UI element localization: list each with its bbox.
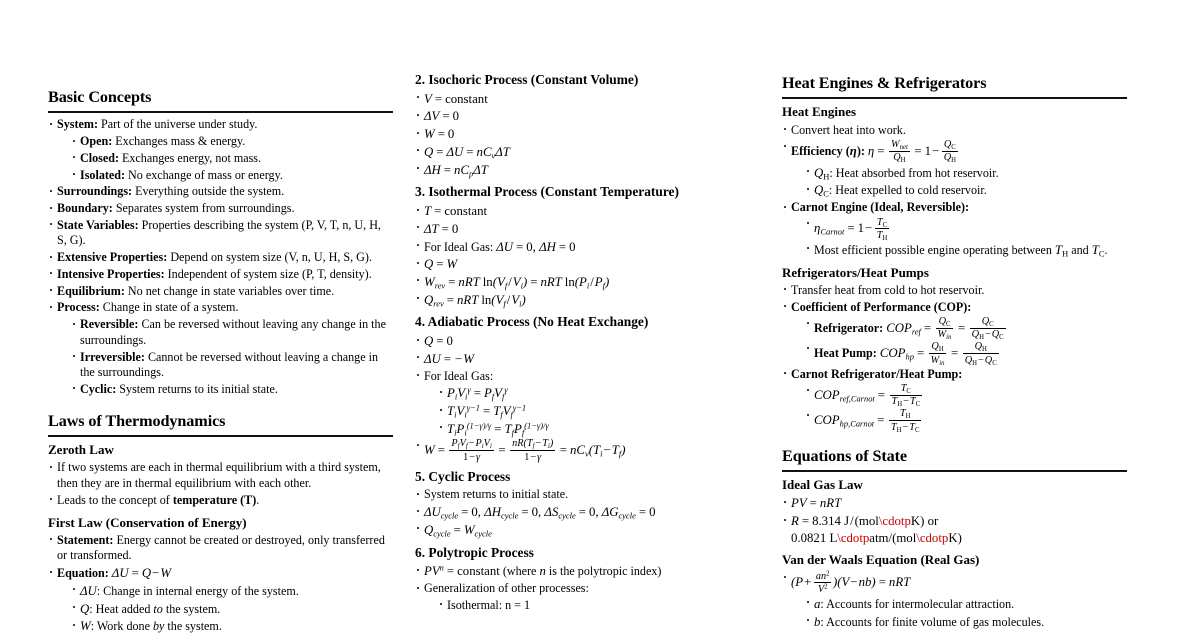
math-q-zero: Q = 0 [424, 334, 453, 349]
math-tv-gamma: $T_iV_i^{\gamma-1} = T_fV_f^{\gamma-1}$ [447, 402, 527, 420]
math-cycle-zeros: $\Delta U_{cycle} = 0$, $\Delta H_{cycle} = 0$, $\Delta S_{cycle} = 0$, $\Delta G_{cycle} = 0$ [424, 505, 656, 521]
heading-isothermal-process: 3. Isothermal Process (Constant Temperature) [415, 184, 679, 200]
list-item-vdw-a [805, 596, 1127, 613]
fraction-qh-win: $\frac{Q_H}{W_{in}}$ [930, 341, 945, 367]
text-zeroth-pre: Leads to the concept of [57, 492, 173, 507]
math-dh-ncpdt: $\Delta H = nC_p\Delta T$ [424, 162, 488, 178]
text-surroundings: Everything outside the system. [135, 184, 285, 199]
label-statement: Statement: [57, 532, 114, 547]
math-w-rev: $W_{rev}$ = nRT $\ln(V_f/V_i)$ = nRT $\ln(P_i/P_f)$ [424, 274, 610, 291]
math-van-der-waals: (P+ $\frac{an^2}{V^2}$ )(V−nb) = nRT [791, 570, 911, 595]
label-boundary: Boundary: [57, 201, 113, 216]
text-qh: : Heat absorbed from hot reservoir. [829, 165, 999, 180]
math-v-constant: V = constant [424, 91, 488, 106]
text-q-italic: to [153, 601, 163, 616]
heading-zeroth-law: Zeroth Law [48, 442, 114, 458]
list-item-isolated [71, 168, 393, 184]
list-item-isothermal-2 [415, 221, 760, 238]
list-item-cop-heat-pump [805, 341, 1127, 365]
math-cop-ref-carnot: $COP_{ref,Carnot}$ = $\frac{T_C}{T_H-T_C}$ [814, 383, 921, 409]
list-item-boundary [48, 201, 393, 217]
math-t-constant: T = constant [424, 204, 488, 219]
math-du-minus-w: ΔU = −W [424, 351, 474, 366]
list-item-adiabatic-tv-gamma [438, 403, 760, 420]
fraction-qc-qh-minus-qc: $\frac{Q_C}{Q_H-Q_C}$ [971, 316, 1004, 342]
list-item-adiabatic-pv-gamma [438, 385, 760, 402]
list-item-reversible [71, 317, 393, 348]
latex-error-cdotp-1: \cdotp [878, 514, 911, 529]
heading-first-law: First Law (Conservation of Energy) [48, 514, 247, 530]
text-cyclic: System returns to its initial state. [119, 381, 278, 396]
heading-basic-concepts: Basic Concepts [48, 88, 393, 113]
list-item-efficiency [782, 139, 1127, 199]
math-q-du-ncvdt: $Q = \Delta U = nC_v\Delta T$ [424, 144, 510, 161]
text-carnot-pre: Most efficient possible engine operating between [814, 242, 1055, 257]
label-extensive-properties: Extensive Properties: [57, 250, 168, 265]
text-polytropic-pre: (where [499, 564, 540, 579]
label-open: Open: [80, 134, 113, 149]
text-adiabatic-ideal-gas: For Ideal Gas: [424, 368, 494, 383]
label-efficiency: Efficiency (η): [791, 144, 865, 159]
list-item-isochoric-3 [415, 126, 760, 143]
fraction-qh-qh-minus-qc: $\frac{Q_H}{Q_H-Q_C}$ [964, 341, 997, 367]
heading-equations-of-state: Equations of State [782, 447, 1127, 472]
adiabatic-sublist [424, 385, 760, 437]
list-item-eta-carnot [805, 217, 1127, 241]
math-ideal-gas-du-dh: ΔU = 0, ΔH = 0 [496, 239, 576, 254]
system-sublist [57, 134, 393, 183]
math-q-rev: $Q_{rev}$ = nRT $\ln(V_f/V_i)$ [424, 292, 526, 309]
label-closed: Closed: [80, 150, 119, 165]
latex-error-cdotp-2: \cdotp [837, 530, 870, 545]
text-zeroth-bold: temperature (T) [172, 492, 257, 507]
list-item-q [71, 601, 393, 618]
fraction-tc-th: $\frac{T_C}{T_H}$ [876, 216, 888, 242]
label-reversible: Reversible: [80, 317, 139, 332]
column-processes [415, 0, 760, 636]
list-item-qc [805, 182, 1127, 199]
text-boundary: Separates system from surroundings. [115, 201, 295, 216]
list-item-adiabatic-1 [415, 333, 760, 350]
text-system: Part of the universe under study. [101, 117, 258, 132]
heading-laws-of-thermodynamics: Laws of Thermodynamics [48, 412, 393, 437]
heading-cyclic-process: 5. Cyclic Process [415, 468, 511, 484]
first-law-sublist [57, 583, 393, 635]
fraction-qc-qh: $\frac{Q_C}{Q_H}$ [943, 139, 956, 165]
math-pvn-constant: $PV^n$ = constant [424, 562, 500, 579]
list-item-pv-nrt [782, 495, 1127, 512]
text-qc: : Heat expelled to cold reservoir. [828, 183, 987, 198]
text-statement: Energy cannot be created or destroyed, only transferred or transformed. [57, 532, 385, 563]
list-item-gas-constant [782, 513, 1127, 546]
math-pv-gamma: $P_iV_i^\gamma = P_fV_f^\gamma$ [447, 384, 508, 402]
list-item-carnot-engine [782, 200, 1127, 259]
math-q-equals-w: Q = W [424, 257, 458, 272]
heading-isochoric-process: 2. Isochoric Process (Constant Volume) [415, 72, 639, 87]
process-sublist [57, 317, 393, 398]
list-item-isochoric-5 [415, 162, 760, 179]
math-th: $T_H$ [1054, 242, 1069, 259]
list-item-delta-u [71, 583, 393, 600]
list-item-isothermal-1 [415, 203, 760, 220]
list-item-cop [782, 300, 1127, 366]
refrigerators-list [782, 283, 1127, 433]
math-tc: $T_C$ [1091, 242, 1105, 259]
list-item-isothermal-5 [415, 274, 760, 291]
heading-polytropic-process: 6. Polytropic Process [415, 544, 534, 560]
list-item-process [48, 300, 393, 397]
adiabatic-list [415, 333, 760, 462]
math-cop-hp: $COP_{hp}$ = $\frac{Q_H}{W_{in}}$ = $\frac{Q_H}{Q_H-Q_C}$ [879, 341, 997, 367]
text-gas-constant-alt-mid: atm/(mol [869, 530, 917, 545]
cyclic-list [415, 487, 760, 538]
list-item-transfer-heat: · Transfer heat from cold to hot reservoir. [782, 283, 1127, 299]
fraction-nrt-over-1-gamma: $\frac{nR(T_f-T_i)}{1-\gamma}$ [512, 438, 554, 463]
math-qh: $Q_H$ [814, 165, 830, 181]
list-item-cop-refrigerator [805, 316, 1127, 340]
list-item-system [48, 117, 393, 183]
text-gas-constant-alt-pre: 0.0821 L [791, 530, 838, 545]
text-closed: Exchanges energy, not mass. [122, 150, 262, 165]
label-intensive-properties: Intensive Properties: [57, 266, 165, 281]
math-vdw-b: b [814, 614, 821, 629]
text-reversible: Can be reversed without leaving any change in the surroundings. [80, 317, 386, 347]
isochoric-list [415, 91, 760, 179]
label-system: System: [57, 117, 98, 132]
cop-sublist [791, 316, 1127, 365]
label-cop: Coefficient of Performance (COP): [791, 299, 972, 314]
list-item-cyclic-3 [415, 522, 760, 539]
column-engines-eos [782, 0, 1127, 636]
math-first-law: ΔU = Q−W [111, 566, 172, 581]
math-vdw-a: a [814, 596, 821, 611]
text-carnot-mid: and [1068, 242, 1092, 257]
list-item-isochoric-4 [415, 144, 760, 161]
label-equilibrium: Equilibrium: [57, 283, 125, 298]
list-item-cyclic [71, 382, 393, 398]
label-cyclic: Cyclic: [80, 381, 117, 396]
carnot-engine-sublist [791, 217, 1127, 259]
fraction-tc-th-minus-tc: $\frac{T_C}{T_H-T_C}$ [891, 383, 921, 409]
column-basic-concepts [48, 0, 393, 636]
math-adiabatic-work: W = $\frac{P_fV_f-P_iV_i}{1-\gamma}$ = $\frac{nR(T_f-T_i)}{1-\gamma}$ = $nC_v(T_i-T_f)$ [424, 438, 626, 463]
isothermal-list [415, 203, 760, 308]
label-cop-heat-pump: Heat Pump: [814, 346, 877, 361]
label-isolated: Isolated: [80, 167, 126, 182]
heading-ideal-gas-law: Ideal Gas Law [782, 477, 863, 493]
text-isolated: No exchange of mass or energy. [128, 167, 283, 182]
list-item-zeroth-temperature [48, 493, 393, 509]
zeroth-law-list [48, 460, 393, 508]
math-qc: $Q_C$ [814, 183, 829, 199]
polytropic-sublist [424, 598, 760, 614]
heading-heat-engines: Heat Engines [782, 104, 857, 120]
text-w-italic: by [152, 619, 165, 634]
text-polytropic-post: is the polytropic index) [545, 564, 662, 579]
list-item-irreversible [71, 350, 393, 381]
math-gas-constant-alt [791, 531, 962, 545]
carnot-refrigerator-sublist [791, 383, 1127, 432]
list-item-isothermal-4 [415, 256, 760, 273]
list-item-qh [805, 165, 1127, 182]
list-item-surroundings [48, 184, 393, 200]
list-item-open [71, 134, 393, 150]
list-item-isothermal-6 [415, 292, 760, 309]
math-cop-ref: $COP_{ref}$ = $\frac{Q_C}{W_{in}}$ = $\frac{Q_C}{Q_H-Q_C}$ [886, 316, 1004, 342]
text-irreversible: Cannot be reversed without leaving a change in the surroundings. [80, 349, 378, 380]
label-irreversible: Irreversible: [80, 349, 145, 364]
fraction-an2-v2: $\frac{an^2}{V^2}$ [815, 570, 830, 595]
basic-concepts-list [48, 117, 393, 397]
list-item-cyclic-1: · System returns to initial state. [415, 487, 760, 503]
label-state-variables: State Variables: [57, 217, 139, 232]
fraction-qc-win: $\frac{Q_C}{W_{in}}$ [937, 316, 952, 342]
text-carnot-post: . [1104, 242, 1108, 257]
text-extensive-properties: Depend on system size (V, n, U, H, S, G). [170, 250, 372, 265]
text-process: Change in state of a system. [102, 300, 239, 315]
text-equilibrium: No net change in state variables over time. [127, 283, 335, 298]
math-pv-nrt: PV = nRT [791, 496, 842, 511]
van-der-waals-sublist [791, 596, 1127, 630]
text-for-ideal-gas: For Ideal Gas: [424, 239, 497, 254]
list-item-polytropic-2 [415, 581, 760, 613]
text-state-variables: Properties describing the system (P, V, T, n, U, H, S, G). [57, 217, 381, 248]
text-zeroth-post: . [256, 492, 260, 507]
math-gas-constant: R = 8.314 J/(mol\cdotpK) or [791, 514, 939, 529]
first-law-list [48, 533, 393, 635]
math-eta-carnot: $\eta_{Carnot} = 1-$ $\frac{T_C}{T_H}$ [814, 216, 888, 242]
polytropic-list [415, 563, 760, 613]
list-item-first-equation [48, 565, 393, 635]
list-item-carnot-note [805, 242, 1127, 259]
math-q-cycle-w-cycle: $Q_{cycle} = W_{cycle}$ [424, 522, 492, 539]
math-tp-gamma: $T_iP_i^{(1-\gamma)/\gamma} = T_fP_f^{(1-\gamma)/\gamma}$ [447, 420, 549, 438]
fraction-pv-over-1-gamma: $\frac{P_fV_f-P_iV_i}{1-\gamma}$ [451, 438, 492, 463]
text-polytropic-generalization: Generalization of other processes: [424, 581, 589, 595]
list-item-adiabatic-2 [415, 351, 760, 368]
list-item-cyclic-2 [415, 504, 760, 521]
heading-van-der-waals: Van der Waals Equation (Real Gas) [782, 552, 980, 568]
list-item-closed [71, 151, 393, 167]
text-delta-u: : Change in internal energy of the system. [96, 583, 299, 598]
label-cop-refrigerator: Refrigerator: [814, 321, 884, 336]
list-item-vdw-equation [782, 571, 1127, 631]
text-q-post: the system. [162, 601, 221, 616]
list-item-convert-heat: · Convert heat into work. [782, 123, 1127, 139]
list-item-zeroth-statement: · If two systems are each in thermal equilibrium with a third system, then they are in thermal equilibrium with each other. [48, 460, 393, 491]
fraction-th-th-minus-tc: $\frac{T_H}{T_H-T_C}$ [890, 408, 920, 434]
list-item-isochoric-1 [415, 91, 760, 108]
list-item-carnot-refrigerator [782, 367, 1127, 433]
heat-engines-list [782, 123, 1127, 259]
ideal-gas-list [782, 495, 1127, 546]
list-item-adiabatic-work [415, 438, 760, 462]
list-item-extensive-properties [48, 250, 393, 266]
math-delta-u: ΔU [80, 583, 97, 598]
text-w-pre: : Work done [90, 619, 153, 634]
math-eta-inline: η [849, 144, 857, 159]
list-item-polytropic-1 [415, 563, 760, 580]
latex-error-cdotp-3: \cdotp [916, 530, 949, 545]
text-vdw-b: : Accounts for finite volume of gas molecules. [820, 614, 1045, 629]
heading-refrigerators-heat-pumps: Refrigerators/Heat Pumps [782, 264, 929, 280]
text-gas-constant-k: K) or [910, 514, 939, 529]
label-carnot-refrigerator: Carnot Refrigerator/Heat Pump: [791, 366, 963, 381]
text-intensive-properties: Independent of system size (P, T, density). [167, 266, 372, 281]
text-vdw-a: : Accounts for intermolecular attraction. [820, 596, 1015, 611]
math-w-zero: W = 0 [424, 127, 455, 142]
list-item-adiabatic-tp-gamma [438, 421, 760, 438]
math-efficiency: η = $\frac{W_{net}}{Q_H}$ = 1− $\frac{Q_C}{Q_H}$ [867, 139, 956, 165]
van-der-waals-list [782, 571, 1127, 631]
heading-adiabatic-process: 4. Adiabatic Process (No Heat Exchange) [415, 314, 649, 330]
math-delta-t-zero: ΔT = 0 [424, 221, 459, 236]
text-gas-constant-alt-post: K) [948, 530, 962, 545]
math-delta-v-zero: ΔV = 0 [424, 109, 459, 124]
math-cop-hp-carnot: $COP_{hp,Carnot}$ = $\frac{T_H}{T_H-T_C}$ [814, 408, 920, 434]
fraction-wnet-qh: $\frac{W_{net}}{Q_H}$ [891, 139, 908, 165]
list-item-w [71, 618, 393, 635]
label-equation: Equation: [57, 566, 109, 581]
list-item-intensive-properties [48, 267, 393, 283]
list-item-cop-hp-carnot [805, 408, 1127, 432]
list-item-adiabatic-3 [415, 369, 760, 438]
efficiency-sublist [791, 165, 1127, 199]
math-w: W [80, 619, 91, 634]
list-item-first-statement [48, 533, 393, 564]
list-item-polytropic-isothermal: · Isothermal: n = 1 [438, 598, 760, 614]
label-process: Process: [57, 300, 100, 315]
list-item-cop-ref-carnot [805, 383, 1127, 407]
text-q-pre: : Heat added [89, 601, 154, 616]
list-item-isochoric-2 [415, 108, 760, 125]
list-item-isothermal-3 [415, 239, 760, 256]
text-open: Exchanges mass & energy. [115, 134, 246, 149]
list-item-state-variables [48, 218, 393, 249]
heading-heat-engines-refrigerators: Heat Engines & Refrigerators [782, 74, 1127, 99]
label-carnot-engine: Carnot Engine (Ideal, Reversible): [791, 200, 970, 214]
list-item-equilibrium [48, 284, 393, 300]
label-surroundings: Surroundings: [57, 184, 133, 199]
math-q: Q [80, 601, 90, 616]
text-w-post: the system. [164, 619, 222, 634]
list-item-vdw-b [805, 614, 1127, 631]
math-n: n [539, 564, 546, 579]
